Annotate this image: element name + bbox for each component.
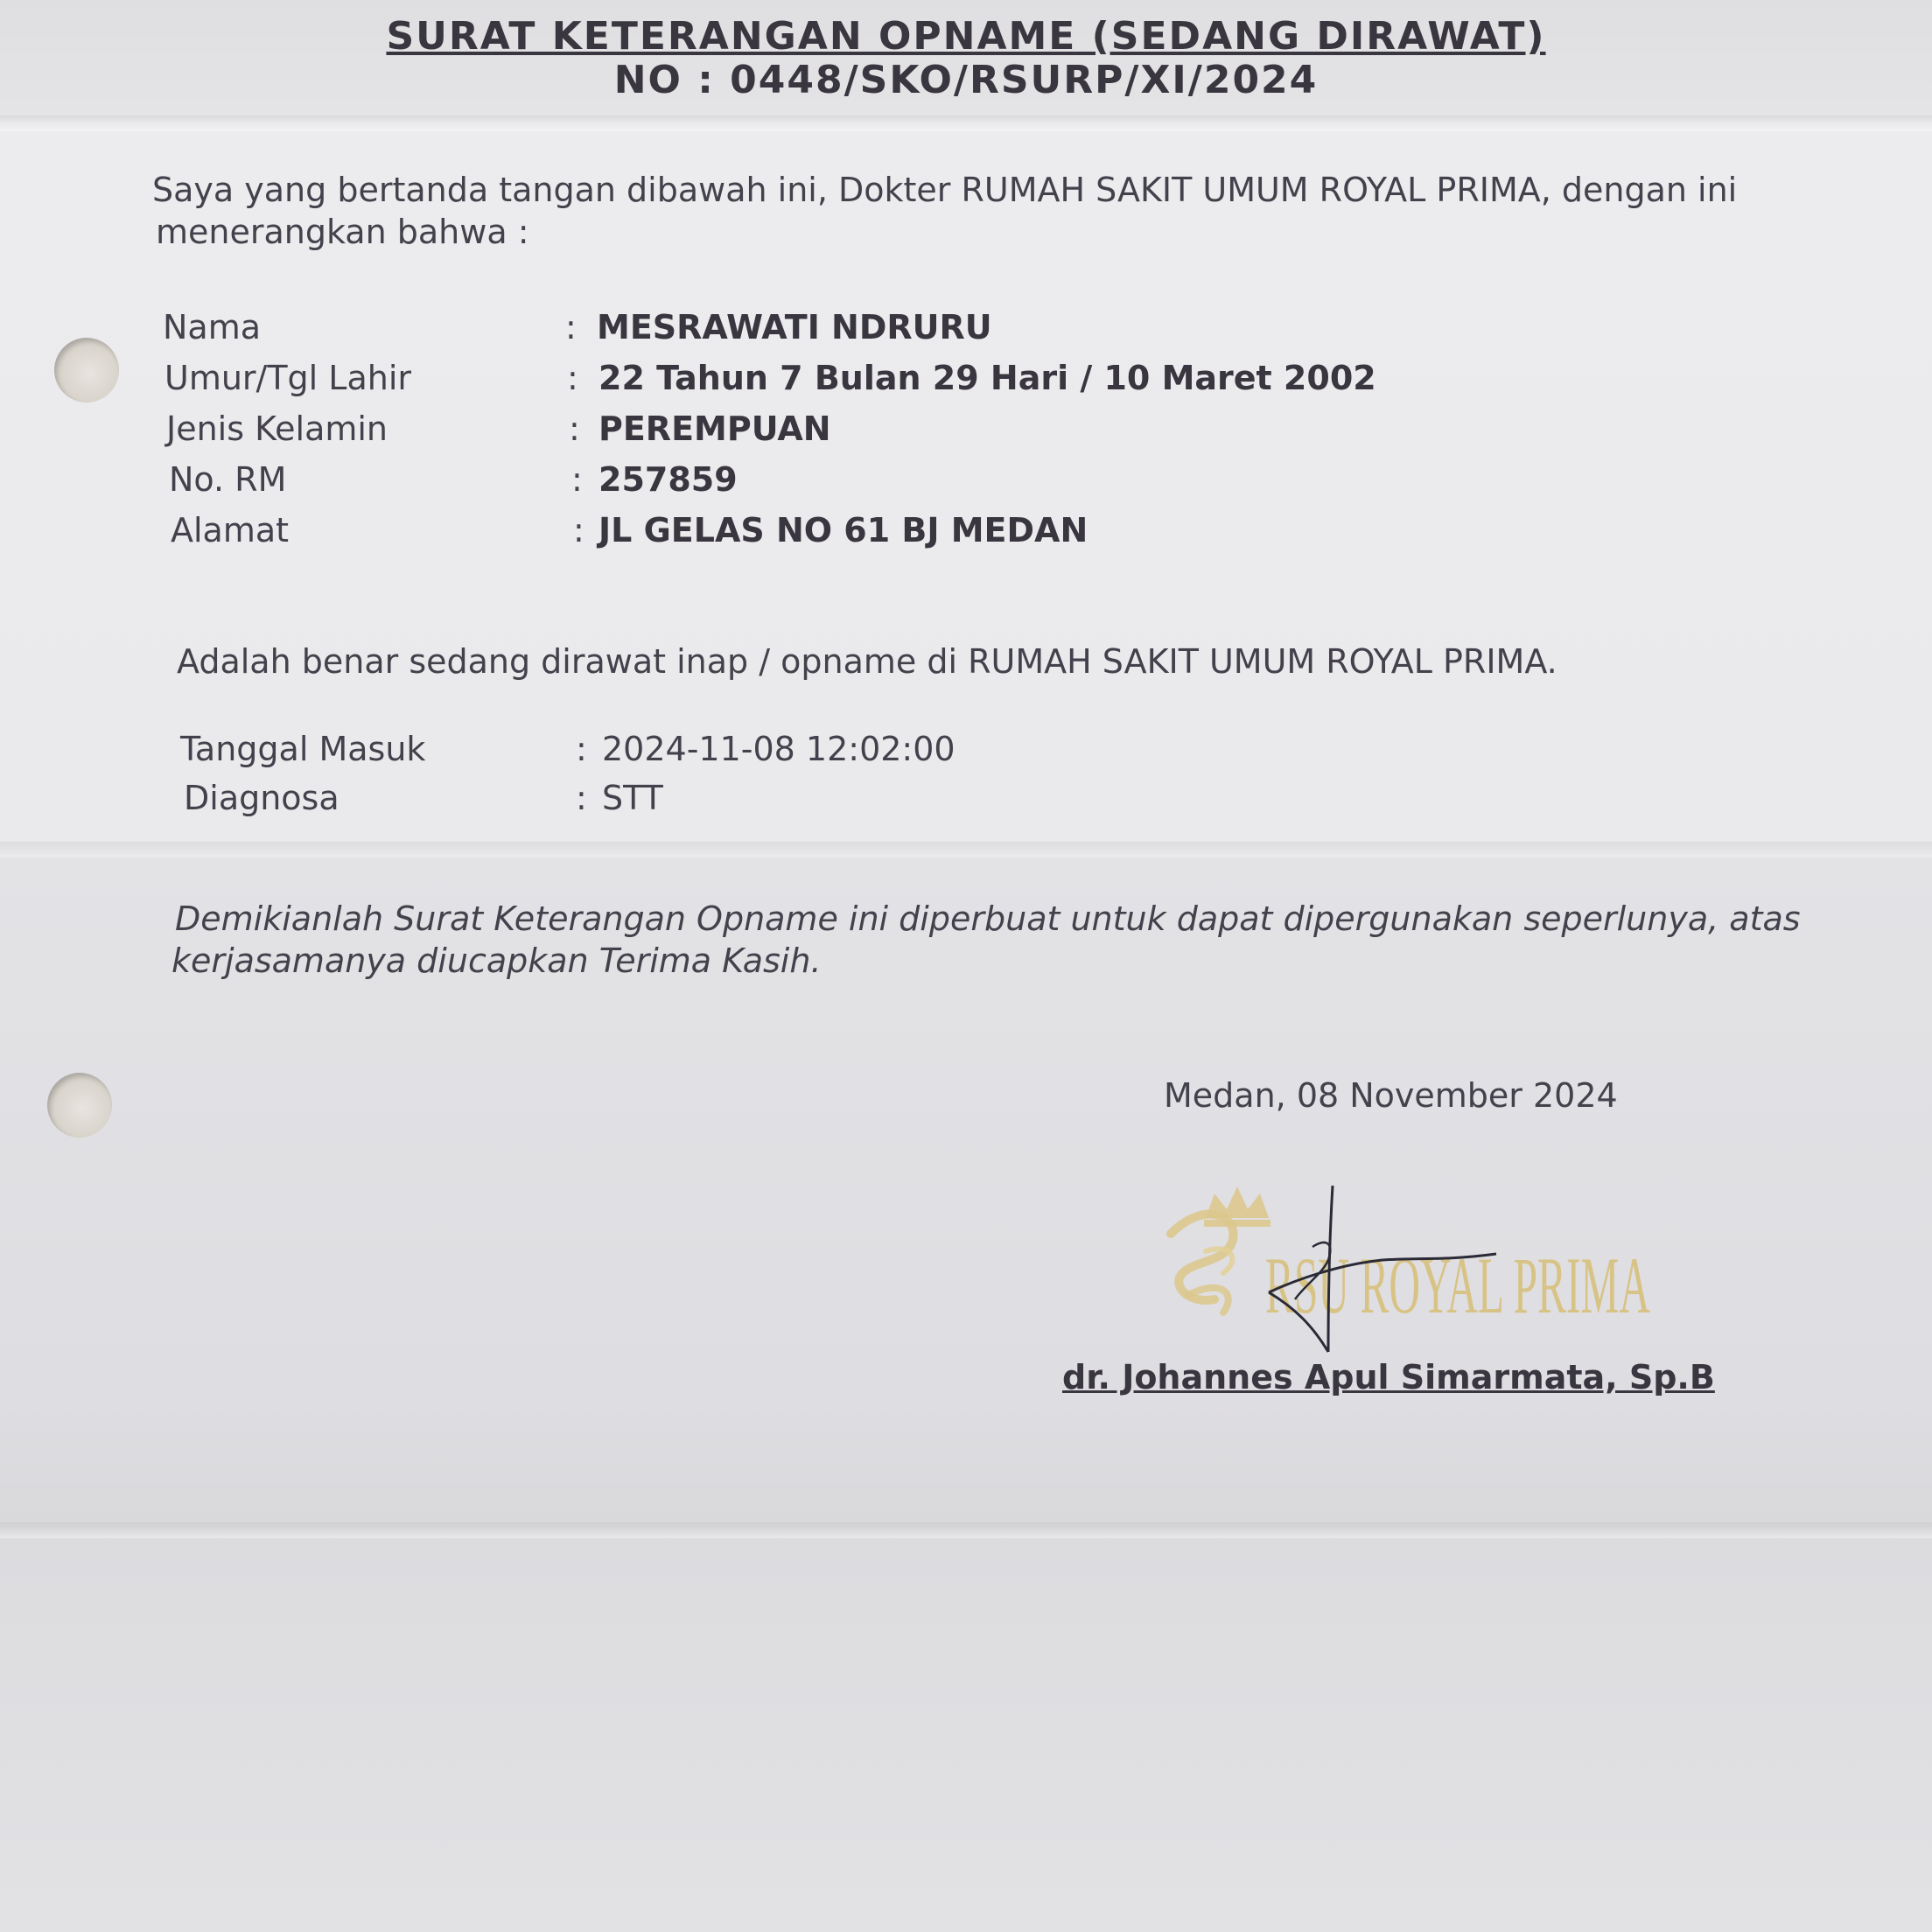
field-label: Alamat (171, 511, 290, 550)
field-colon: : (565, 308, 577, 346)
document-title: SURAT KETERANGAN OPNAME (SEDANG DIRAWAT) (386, 14, 1546, 59)
paper-fold-bottom (0, 1522, 1932, 1538)
field-label: Jenis Kelamin (166, 410, 388, 448)
field-label: Tanggal Masuk (180, 730, 426, 768)
field-colon: : (567, 359, 578, 397)
closing-line-1: Demikianlah Surat Keterangan Opname ini diperbuat untuk dapat dipergunakan seperlunya, atas (175, 900, 1801, 938)
field-colon: : (576, 779, 587, 817)
paper-fold-top (0, 116, 1932, 131)
intro-line-1: Saya yang bertanda tangan dibawah ini, Dokter RUMAH SAKIT UMUM ROYAL PRIMA, dengan ini (152, 171, 1738, 209)
field-label: Umur/Tgl Lahir (164, 359, 412, 397)
field-value: JL GELAS NO 61 BJ MEDAN (598, 511, 1088, 550)
doctor-name: dr. Johannes Apul Simarmata, Sp.B (1062, 1358, 1715, 1396)
field-label: No. RM (169, 460, 287, 499)
field-colon: : (573, 511, 584, 550)
doctor-signature (1242, 1177, 1522, 1361)
field-value: 257859 (598, 460, 738, 499)
field-colon: : (576, 730, 587, 768)
field-label: Nama (163, 308, 262, 346)
document-number: NO : 0448/SKO/RSURP/XI/2024 (613, 58, 1319, 102)
statement-text: Adalah benar sedang dirawat inap / opname di RUMAH SAKIT UMUM ROYAL PRIMA. (177, 642, 1558, 681)
punch-hole-bottom (47, 1073, 112, 1138)
field-value: 2024-11-08 12:02:00 (602, 730, 956, 768)
field-colon: : (569, 410, 580, 448)
field-value: STT (602, 779, 663, 817)
intro-line-2: menerangkan bahwa : (156, 213, 529, 251)
stamp-text: RSU ROYAL PRIMA (1265, 1241, 1650, 1330)
field-value: MESRAWATI NDRURU (597, 308, 992, 346)
closing-paragraph (172, 898, 1801, 982)
field-value: 22 Tahun 7 Bulan 29 Hari / 10 Maret 2002 (598, 359, 1376, 397)
field-colon: : (571, 460, 583, 499)
punch-hole-top (54, 338, 119, 402)
field-label: Diagnosa (184, 779, 340, 817)
field-value: PEREMPUAN (598, 410, 831, 448)
place-date: Medan, 08 November 2024 (1164, 1076, 1618, 1115)
intro-paragraph (152, 169, 1737, 253)
paper-fold-middle (0, 842, 1932, 858)
closing-line-2: kerjasamanya diucapkan Terima Kasih. (172, 942, 822, 980)
